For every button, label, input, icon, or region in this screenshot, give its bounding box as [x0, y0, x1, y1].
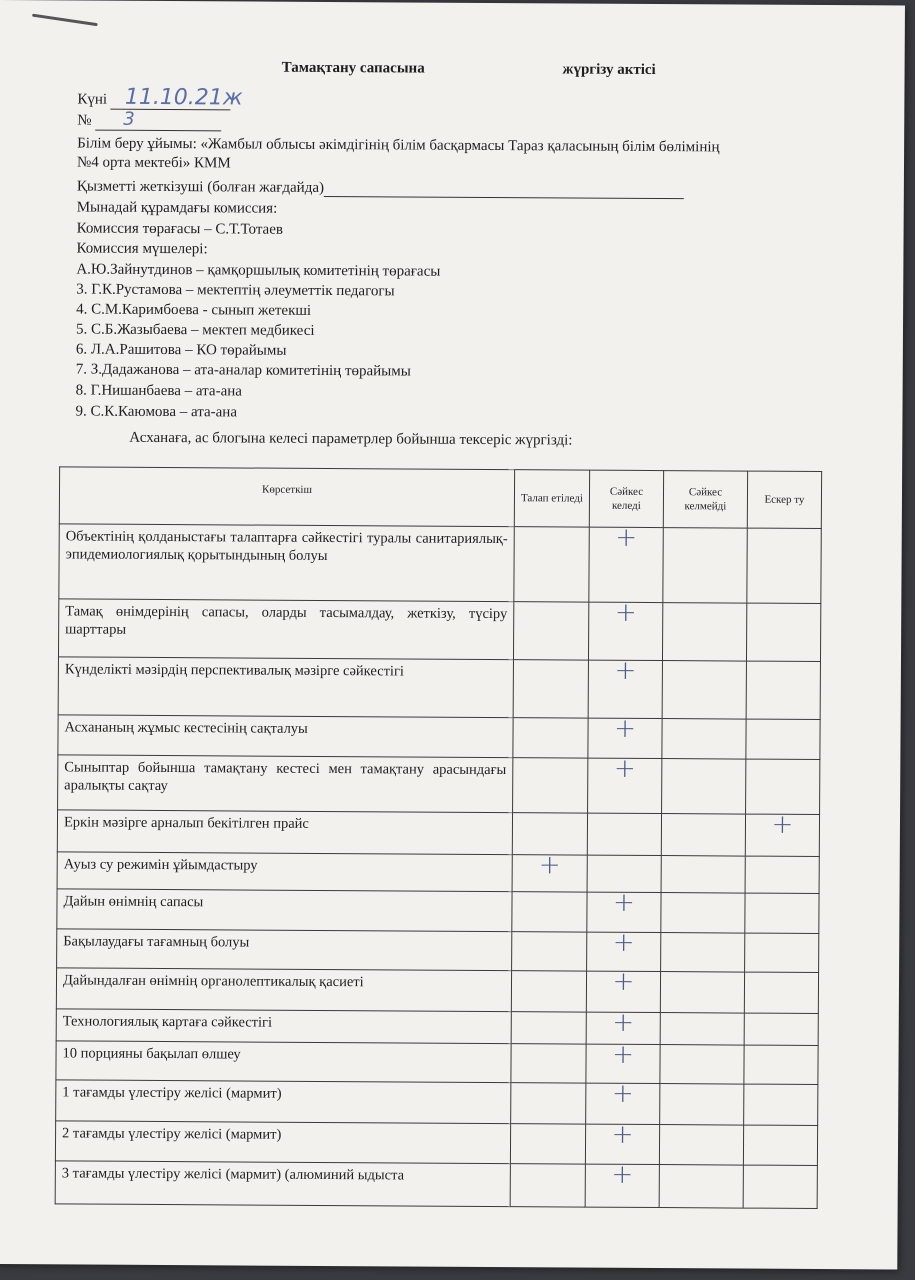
mark-cell	[745, 809, 819, 856]
act-title-right: жүргізу актісі	[562, 61, 656, 79]
number-field	[95, 108, 221, 132]
mark-cell	[746, 759, 820, 814]
indicator-cell: Асхананың жұмыс кестесінің сақталуы	[58, 715, 513, 758]
mark-cell	[743, 1165, 817, 1208]
mark-cell	[588, 655, 662, 718]
mark-cell	[585, 1159, 659, 1207]
mark-cell	[661, 893, 745, 934]
handwritten-plus-mark: +	[612, 1007, 635, 1038]
member-item: А.Ю.Зайнутдинов – қамқоршылық комитетінің төрағасы	[76, 261, 441, 280]
mark-cell	[587, 887, 661, 932]
mark-cell	[744, 1013, 818, 1045]
handwritten-plus-mark: +	[611, 1159, 634, 1190]
table-row	[57, 852, 819, 894]
member-item: 8. Г.Нишанбаева – ата-ана	[75, 382, 242, 400]
mark-cell	[513, 660, 588, 718]
mark-cell	[660, 1013, 744, 1046]
mark-cell	[586, 1078, 660, 1124]
member-item: 9. С.К.Каюмова – ата-ана	[75, 403, 238, 421]
member-item: 6. Л.А.Рашитова – КО төрайымы	[75, 341, 287, 359]
date-field	[111, 84, 243, 111]
mark-cell	[588, 713, 662, 758]
table-row	[56, 1041, 818, 1085]
mark-cell	[511, 971, 586, 1012]
indicator-cell: 3 тағамды үлестіру желісі (мармит) (алюминий ыдыста	[55, 1161, 510, 1207]
mark-cell	[512, 892, 587, 932]
mark-cell	[661, 814, 745, 857]
mark-cell	[510, 1164, 585, 1207]
header-indicator: Көрсеткіш	[59, 467, 514, 527]
commission-intro: Мынадай құрамдағы комиссия:	[76, 199, 278, 217]
mark-cell	[510, 1124, 585, 1164]
pen-stroke-mark	[32, 14, 98, 27]
mark-cell	[662, 719, 746, 760]
header-required: Талап етіледі	[514, 470, 589, 527]
mark-cell	[512, 813, 587, 855]
mark-cell	[512, 850, 587, 892]
table-row	[58, 715, 820, 760]
mark-cell	[587, 927, 661, 971]
table-row	[56, 1009, 818, 1046]
mark-cell	[745, 893, 819, 933]
member-item: 5. С.Б.Жазыбаева – мектеп медбикесі	[75, 321, 315, 339]
handwritten-plus-mark: +	[615, 522, 638, 553]
mark-cell	[745, 933, 819, 972]
indicator-cell: 2 тағамды үлестіру желісі (мармит)	[55, 1121, 510, 1164]
mark-cell	[586, 966, 660, 1012]
indicator-cell: Дайын өнімнің сапасы	[57, 889, 512, 932]
handwritten-plus-mark: +	[614, 597, 637, 628]
mark-cell	[588, 597, 662, 660]
table-row	[56, 968, 818, 1014]
mark-cell	[511, 1044, 586, 1083]
mark-cell	[659, 1165, 743, 1209]
handwritten-plus-mark: +	[612, 966, 635, 997]
mark-cell	[662, 661, 746, 720]
handwritten-plus-mark: +	[612, 887, 635, 918]
act-title-left: Тамақтану сапасына	[281, 59, 425, 77]
mark-cell	[513, 602, 588, 660]
mark-cell	[588, 753, 662, 813]
mark-cell	[744, 1045, 818, 1084]
mark-cell	[513, 718, 588, 758]
mark-cell	[660, 972, 744, 1014]
indicator-cell: Сыныптар бойынша тамақтану кестесі мен тамақтану арасындағы аралықты сақтау	[58, 755, 513, 813]
members-label: Комиссия мүшелері:	[76, 240, 208, 258]
mark-cell	[661, 933, 745, 973]
handwritten-plus-mark: +	[611, 1119, 634, 1150]
inspection-intro: Асханаға, ас блогына келесі параметрлер бойынша тексеріс жүргізді:	[129, 429, 573, 449]
mark-cell	[512, 932, 587, 971]
indicator-cell: Еркін мәзірге арналып бекітілген прайс	[57, 810, 512, 855]
mark-cell	[660, 1084, 744, 1126]
mark-cell	[743, 1125, 817, 1165]
handwritten-plus-mark: +	[614, 655, 637, 686]
mark-cell	[745, 856, 819, 893]
table-row	[55, 1161, 817, 1209]
mark-cell	[746, 603, 820, 661]
number-label: №	[77, 112, 92, 129]
provider-blank	[324, 180, 684, 199]
member-item: 7. З.Дадажанова – ата-аналар комитетінің төрайымы	[75, 361, 411, 380]
table-row	[58, 657, 820, 720]
table-row	[55, 1121, 817, 1166]
handwritten-plus-mark: +	[614, 713, 637, 744]
table-row	[57, 810, 819, 857]
commission-chair: Комиссия төрағасы – С.Т.Тотаев	[76, 220, 284, 238]
mark-cell	[746, 661, 820, 719]
handwritten-plus-mark: +	[612, 927, 635, 958]
header-note: Ескер ту	[747, 471, 821, 528]
member-item: 3. Г.К.Рустамова – мектептің әлеуметтік педагогы	[76, 281, 395, 300]
mark-cell	[513, 758, 588, 813]
handwritten-plus-mark: +	[612, 1039, 635, 1070]
provider-line	[77, 177, 684, 199]
handwritten-plus-mark: +	[538, 850, 561, 881]
header-noncompliant: Сәйкес келмейді	[663, 471, 747, 529]
mark-cell	[511, 1083, 586, 1124]
mark-cell	[661, 856, 745, 894]
mark-cell	[663, 528, 747, 604]
indicator-cell: 10 порцияны бақылап өлшеу	[56, 1041, 511, 1083]
organization-line-2: №4 орта мектебі» КММ	[76, 154, 231, 172]
date-label: Күні	[77, 91, 108, 108]
indicator-cell: 1 тағамды үлестіру желісі (мармит)	[56, 1080, 511, 1124]
indicator-cell: Ауыз су режимін ұйымдастыру	[57, 852, 512, 892]
member-item: 4. С.М.Каримбоева - сынып жетекші	[76, 301, 312, 319]
mark-cell	[586, 1039, 660, 1083]
mark-cell	[746, 719, 820, 759]
table-row	[58, 599, 820, 662]
date-line	[77, 84, 243, 111]
inspection-table	[55, 466, 822, 1209]
handwritten-plus-mark: +	[771, 809, 794, 840]
indicator-cell: Күнделікті мәзірдің перспективалық мәзірге сәйкестігі	[58, 657, 513, 718]
header-compliant: Сәйкес келеді	[589, 470, 663, 527]
indicator-cell: Бақылаудағы тағамның болуы	[57, 929, 512, 971]
mark-cell	[662, 759, 746, 815]
mark-cell	[589, 522, 663, 602]
table-row	[58, 755, 820, 815]
mark-cell	[660, 1045, 744, 1085]
number-value: 3	[123, 108, 135, 130]
date-value: 11.10.21ж	[124, 84, 243, 111]
table-header-row	[59, 467, 821, 529]
indicator-cell: Технологиялық картаға сәйкестігі	[56, 1009, 511, 1044]
indicator-cell: Дайындалған өнімнің органолептикалық қасиеті	[56, 968, 511, 1012]
handwritten-plus-mark: +	[611, 1078, 634, 1109]
handwritten-plus-mark: +	[613, 753, 636, 784]
indicator-cell: Тамақ өнімдерінің сапасы, оларды тасымалдау, жеткізу, түсіру шарттары	[58, 599, 513, 660]
mark-cell	[585, 1119, 659, 1164]
provider-label: Қызметті жеткізуші (болған жағдайда)	[76, 178, 325, 196]
mark-cell	[744, 1084, 818, 1125]
table-row	[57, 889, 819, 934]
mark-cell	[511, 1012, 586, 1044]
organization-line-1: Білім беру ұйымы: «Жамбыл облысы әкімдігінің білім басқармасы Тараз қаласының білім бөлімінің	[77, 135, 720, 156]
table-row	[59, 524, 821, 604]
mark-cell	[744, 972, 818, 1013]
mark-cell	[747, 528, 821, 603]
table-row	[57, 929, 819, 973]
mark-cell	[662, 603, 746, 662]
table-row	[56, 1080, 818, 1126]
mark-cell	[659, 1125, 743, 1166]
indicator-cell: Объектінің қолданыстағы талаптарға сәйкестігі туралы санитариялық-эпидемиологиялық қорытындының болуы	[59, 524, 514, 602]
number-line	[77, 110, 221, 131]
mark-cell	[514, 527, 589, 602]
mark-cell	[587, 813, 661, 855]
